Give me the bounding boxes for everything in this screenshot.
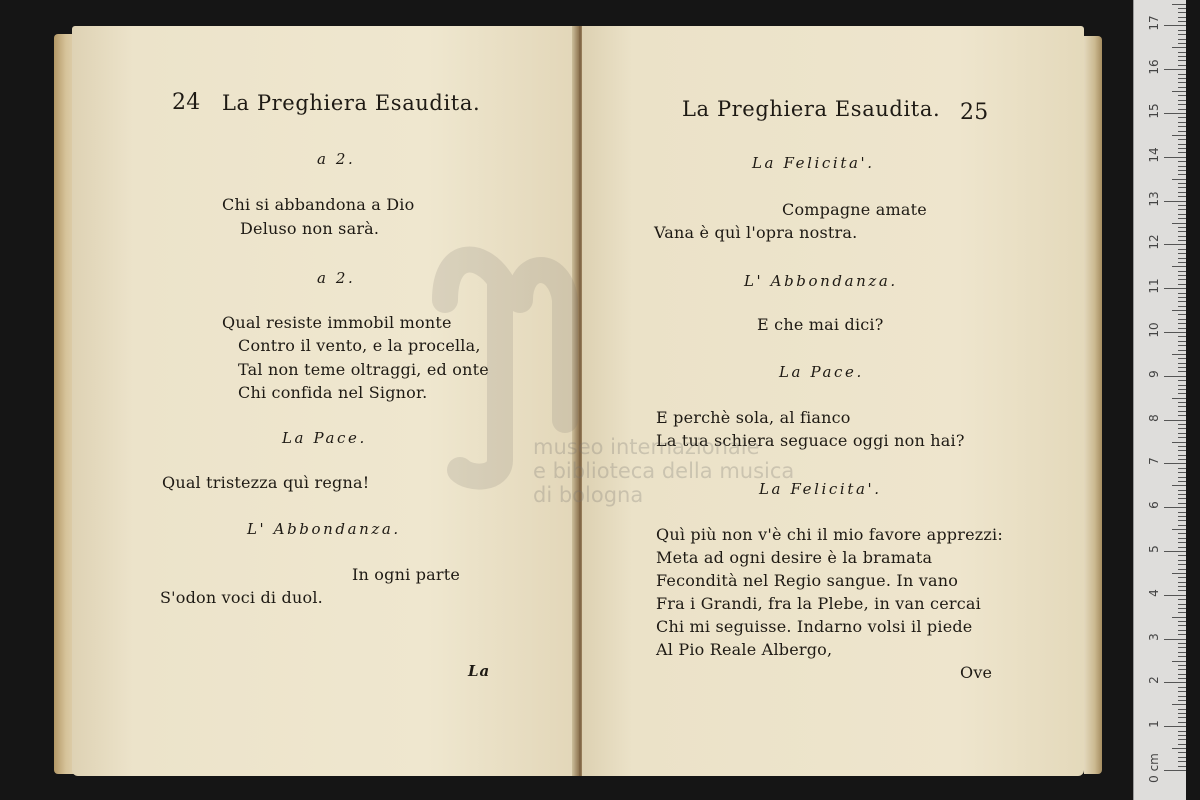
verse-line: Quì più non v'è chi il mio favore apprezzi:: [656, 525, 1003, 544]
ruler-tick: [1178, 735, 1186, 736]
ruler-tick: [1178, 494, 1186, 495]
ruler-tick: [1178, 192, 1186, 193]
ruler-tick: [1178, 279, 1186, 280]
ruler-tick: [1178, 253, 1186, 254]
ruler-label: 10: [1147, 322, 1161, 338]
ruler-label: 15: [1147, 103, 1161, 119]
ruler-tick: [1178, 218, 1186, 219]
verse-line: Compagne amate: [782, 200, 927, 219]
ruler-tick: [1178, 455, 1186, 456]
ruler-tick: [1178, 389, 1186, 390]
ruler-tick: [1178, 402, 1186, 403]
ruler-tick: [1178, 82, 1186, 83]
speaker-felicita: La Felicita'.: [752, 154, 875, 172]
ruler-tick: [1164, 682, 1186, 683]
ruler-tick: [1178, 722, 1186, 723]
ruler-tick: [1178, 450, 1186, 451]
ruler-label: 11: [1147, 278, 1161, 294]
ruler-tick: [1178, 516, 1186, 517]
ruler-tick: [1172, 748, 1186, 749]
ruler-tick: [1172, 573, 1186, 574]
ruler-tick: [1178, 512, 1186, 513]
ruler-tick: [1178, 43, 1186, 44]
ruler-tick: [1178, 569, 1186, 570]
ruler-tick: [1178, 126, 1186, 127]
ruler-tick: [1178, 350, 1186, 351]
page-number-left: 24: [172, 90, 201, 115]
speaker-abbondanza: L' Abbondanza.: [247, 520, 401, 538]
ruler-label: 1: [1147, 720, 1161, 729]
ruler-tick: [1178, 323, 1186, 324]
ruler-tick: [1172, 485, 1186, 486]
ruler-tick: [1178, 415, 1186, 416]
ruler-tick: [1164, 595, 1186, 596]
ruler-tick: [1164, 376, 1186, 377]
ruler-tick: [1178, 78, 1186, 79]
ruler-tick: [1164, 639, 1186, 640]
ruler-tick: [1178, 271, 1186, 272]
ruler-tick: [1178, 533, 1186, 534]
ruler-tick: [1178, 555, 1186, 556]
ruler-tick: [1178, 604, 1186, 605]
verse-line: Chi mi seguisse. Indarno volsi il piede: [656, 617, 973, 636]
open-book: [52, 26, 1102, 781]
ruler-tick: [1178, 144, 1186, 145]
right-page: [582, 26, 1084, 776]
ruler-tick: [1164, 332, 1186, 333]
ruler-tick: [1178, 542, 1186, 543]
ruler-tick: [1178, 209, 1186, 210]
verse-line: Chi confida nel Signor.: [238, 383, 428, 402]
ruler-tick: [1178, 656, 1186, 657]
ruler-tick: [1178, 74, 1186, 75]
ruler-tick: [1178, 586, 1186, 587]
ruler-tick: [1178, 301, 1186, 302]
ruler-tick: [1178, 411, 1186, 412]
ruler-tick: [1172, 529, 1186, 530]
ruler-tick: [1178, 65, 1186, 66]
ruler-tick: [1178, 717, 1186, 718]
verse-line: Qual resiste immobil monte: [222, 313, 452, 332]
ruler-label: 13: [1147, 190, 1161, 207]
ruler-tick: [1178, 39, 1186, 40]
ruler-tick: [1178, 131, 1186, 132]
running-head-left: La Preghiera Esaudita.: [222, 91, 481, 115]
direction-a2: a 2.: [317, 269, 356, 287]
ruler-tick: [1172, 223, 1186, 224]
ruler-tick: [1178, 590, 1186, 591]
ruler-tick: [1178, 761, 1186, 762]
ruler-tick: [1178, 12, 1186, 13]
verse-line: Meta ad ogni desire è la bramata: [656, 548, 933, 567]
speaker-abbondanza: L' Abbondanza.: [744, 272, 898, 290]
ruler-tick: [1178, 433, 1186, 434]
ruler-tick: [1178, 696, 1186, 697]
ruler-label: 4: [1147, 588, 1161, 597]
ruler-tick: [1178, 700, 1186, 701]
verse-line: Chi si abbandona a Dio: [222, 195, 415, 214]
ruler-tick: [1178, 731, 1186, 732]
ruler-tick: [1178, 371, 1186, 372]
ruler-label: 12: [1147, 234, 1161, 251]
direction-a2: a 2.: [317, 150, 356, 168]
ruler-tick: [1164, 201, 1186, 202]
watermark-line: museo internazionale: [533, 435, 760, 459]
ruler-tick: [1178, 739, 1186, 740]
ruler-tick: [1178, 122, 1186, 123]
ruler-tick: [1164, 288, 1186, 289]
verse-line: E perchè sola, al fianco: [656, 408, 851, 427]
ruler-label: 3: [1147, 632, 1161, 641]
ruler-tick: [1178, 564, 1186, 565]
ruler-tick: [1178, 669, 1186, 670]
speaker-la-pace: La Pace.: [779, 363, 864, 381]
speaker-la-pace: La Pace.: [282, 429, 367, 447]
ruler-tick: [1178, 231, 1186, 232]
ruler-tick: [1178, 236, 1186, 237]
ruler-tick: [1178, 95, 1186, 96]
ruler-tick: [1178, 744, 1186, 745]
ruler-tick: [1172, 442, 1186, 443]
ruler-tick: [1178, 104, 1186, 105]
ruler-tick: [1178, 109, 1186, 110]
ruler-tick: [1172, 179, 1186, 180]
ruler-tick: [1178, 100, 1186, 101]
running-head-right: La Preghiera Esaudita.: [682, 97, 941, 121]
ruler-tick: [1164, 726, 1186, 727]
ruler-tick: [1178, 297, 1186, 298]
verse-line: S'odon voci di duol.: [160, 588, 323, 607]
verse-line: Fra i Grandi, fra la Plebe, in van cercai: [656, 594, 981, 613]
ruler-tick: [1178, 205, 1186, 206]
ruler-tick: [1178, 152, 1186, 153]
ruler-tick: [1178, 490, 1186, 491]
watermark-line: e biblioteca della musica: [533, 459, 795, 483]
ruler-tick: [1172, 91, 1186, 92]
ruler-tick: [1178, 647, 1186, 648]
ruler-tick: [1178, 385, 1186, 386]
ruler-tick: [1164, 770, 1186, 771]
ruler-tick: [1178, 437, 1186, 438]
right-page-edges: [1084, 36, 1102, 774]
ruler-tick: [1178, 503, 1186, 504]
ruler-label: 7: [1147, 457, 1161, 466]
ruler-tick: [1178, 117, 1186, 118]
verse-line: Deluso non sarà.: [240, 219, 380, 238]
ruler-tick: [1178, 625, 1186, 626]
left-page: [72, 26, 580, 776]
ruler-tick: [1178, 612, 1186, 613]
ruler-tick: [1178, 34, 1186, 35]
measurement-ruler: [1133, 0, 1186, 800]
ruler-tick: [1172, 617, 1186, 618]
ruler-tick: [1172, 661, 1186, 662]
ruler-tick: [1178, 367, 1186, 368]
ruler-tick: [1178, 446, 1186, 447]
ruler-tick: [1178, 634, 1186, 635]
ruler-label: 17: [1147, 15, 1161, 32]
verse-line: La tua schiera seguace oggi non hai?: [656, 431, 965, 450]
ruler-tick: [1178, 520, 1186, 521]
ruler-tick: [1164, 244, 1186, 245]
ruler-tick: [1178, 538, 1186, 539]
catchword-right: Ove: [960, 663, 993, 682]
ruler-tick: [1164, 551, 1186, 552]
catchword-left: La: [468, 662, 491, 680]
ruler-tick: [1164, 69, 1186, 70]
ruler-tick: [1178, 665, 1186, 666]
ruler-label: 8: [1147, 413, 1161, 422]
ruler-tick: [1178, 56, 1186, 57]
ruler-tick: [1178, 709, 1186, 710]
ruler-tick: [1178, 328, 1186, 329]
ruler-tick: [1178, 148, 1186, 149]
ruler-tick: [1172, 4, 1186, 5]
ruler-tick: [1178, 170, 1186, 171]
ruler-tick: [1178, 577, 1186, 578]
ruler-tick: [1178, 481, 1186, 482]
ruler-tick: [1178, 459, 1186, 460]
ruler-tick: [1178, 621, 1186, 622]
ruler-tick: [1178, 752, 1186, 753]
ruler-tick: [1178, 380, 1186, 381]
ruler-tick: [1178, 60, 1186, 61]
ruler-tick: [1164, 507, 1186, 508]
ruler-tick: [1164, 113, 1186, 114]
ruler-tick: [1178, 196, 1186, 197]
ruler-tick: [1178, 52, 1186, 53]
ruler-tick: [1178, 275, 1186, 276]
ruler-tick: [1178, 525, 1186, 526]
ruler-tick: [1178, 363, 1186, 364]
ruler-tick: [1178, 319, 1186, 320]
ruler-tick: [1172, 135, 1186, 136]
ruler-tick: [1178, 674, 1186, 675]
ruler-tick: [1178, 599, 1186, 600]
ruler-tick: [1172, 398, 1186, 399]
ruler-label: 2: [1147, 676, 1161, 685]
ruler-tick: [1178, 393, 1186, 394]
ruler-tick: [1178, 139, 1186, 140]
page-number-right: 25: [960, 100, 989, 125]
ruler-tick: [1164, 420, 1186, 421]
ruler-tick: [1178, 314, 1186, 315]
ruler-tick: [1178, 166, 1186, 167]
ruler-tick: [1178, 643, 1186, 644]
ruler-tick: [1178, 306, 1186, 307]
watermark-line: di bologna: [533, 483, 644, 507]
ruler-tick: [1178, 468, 1186, 469]
verse-line: Al Pio Reale Albergo,: [656, 640, 833, 659]
ruler-tick: [1178, 21, 1186, 22]
ruler-tick: [1164, 463, 1186, 464]
ruler-tick: [1178, 17, 1186, 18]
ruler-tick: [1178, 284, 1186, 285]
ruler-tick: [1178, 477, 1186, 478]
ruler-tick: [1178, 766, 1186, 767]
ruler-tick: [1178, 30, 1186, 31]
ruler-tick: [1164, 25, 1186, 26]
ruler-tick: [1178, 582, 1186, 583]
ruler-tick: [1178, 345, 1186, 346]
verse-line: Tal non teme oltraggi, ed onte: [238, 360, 489, 379]
ruler-label: 16: [1147, 59, 1161, 75]
ruler-tick: [1172, 47, 1186, 48]
verse-line: In ogni parte: [352, 565, 461, 584]
ruler-tick: [1178, 183, 1186, 184]
ruler-tick: [1178, 713, 1186, 714]
ruler-label: 6: [1147, 501, 1161, 510]
ruler-tick: [1178, 8, 1186, 9]
ruler-tick: [1178, 341, 1186, 342]
ruler-tick: [1178, 214, 1186, 215]
ruler-tick: [1172, 354, 1186, 355]
ruler-label: 5: [1147, 545, 1161, 553]
ruler-tick: [1178, 249, 1186, 250]
ruler-tick: [1178, 547, 1186, 548]
ruler-tick: [1178, 227, 1186, 228]
ruler-tick: [1178, 406, 1186, 407]
ruler-tick: [1178, 240, 1186, 241]
ruler-tick: [1178, 87, 1186, 88]
ruler-tick: [1178, 428, 1186, 429]
ruler-tick: [1172, 310, 1186, 311]
ruler-tick: [1178, 258, 1186, 259]
ruler-tick: [1178, 336, 1186, 337]
ruler-tick: [1178, 187, 1186, 188]
ruler-tick: [1178, 262, 1186, 263]
ruler-tick: [1178, 678, 1186, 679]
ruler-tick: [1178, 174, 1186, 175]
ruler-label: 9: [1147, 369, 1161, 378]
ruler-tick: [1178, 358, 1186, 359]
verse-line: E che mai dici?: [757, 315, 884, 334]
ruler-tick: [1178, 687, 1186, 688]
speaker-felicita: La Felicita'.: [759, 480, 882, 498]
verse-line: Fecondità nel Regio sangue. In vano: [656, 571, 959, 590]
ruler-tick: [1178, 691, 1186, 692]
ruler-tick: [1178, 608, 1186, 609]
ruler-tick: [1178, 424, 1186, 425]
ruler-tick: [1178, 630, 1186, 631]
ruler-tick: [1178, 161, 1186, 162]
verse-line: Contro il vento, e la procella,: [238, 336, 481, 355]
verse-line: Qual tristezza quì regna!: [162, 473, 370, 492]
ruler-tick: [1178, 472, 1186, 473]
ruler-label: 0 cm: [1147, 753, 1161, 783]
ruler-tick: [1178, 560, 1186, 561]
ruler-tick: [1172, 266, 1186, 267]
ruler-tick: [1178, 652, 1186, 653]
ruler-label: 14: [1147, 147, 1161, 163]
ruler-tick: [1172, 704, 1186, 705]
ruler-tick: [1164, 157, 1186, 158]
ruler-tick: [1178, 498, 1186, 499]
ruler-tick: [1178, 293, 1186, 294]
ruler-tick: [1178, 757, 1186, 758]
verse-line: Vana è quì l'opra nostra.: [654, 223, 858, 242]
